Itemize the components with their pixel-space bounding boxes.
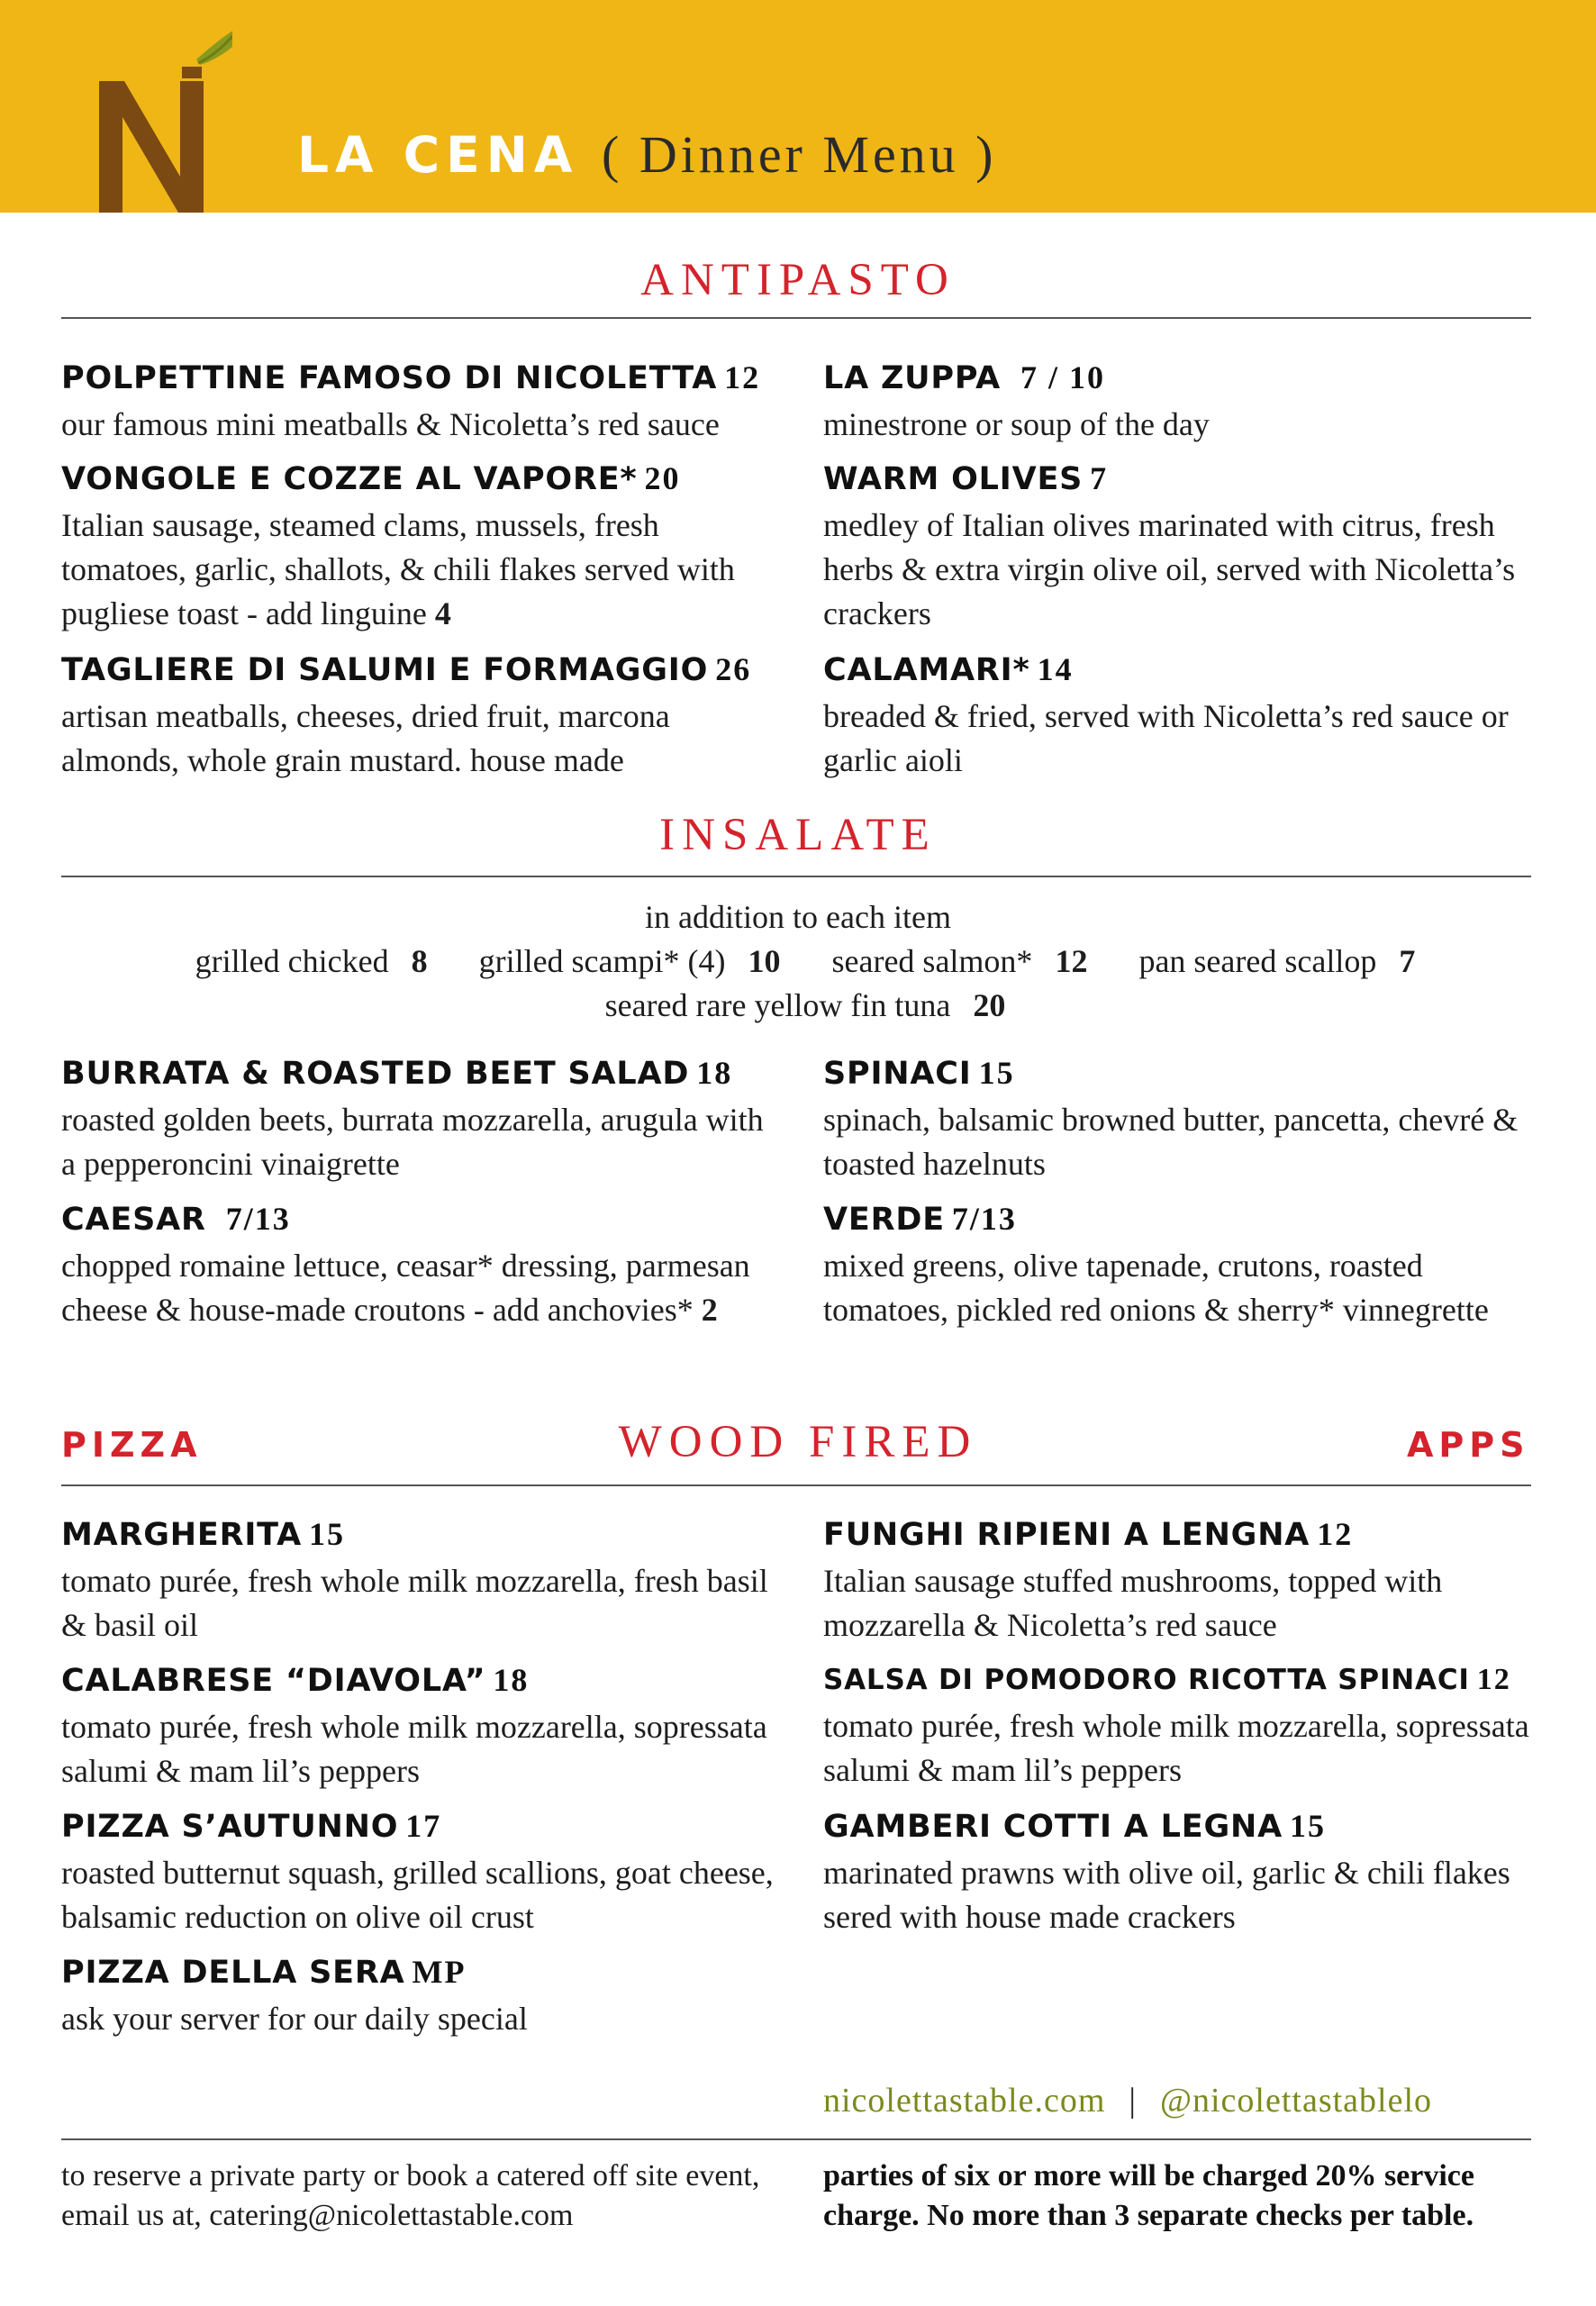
item-price: 7 / 10 [1020, 359, 1105, 395]
item-description: chopped romaine lettuce, ceasar* dressing, parmesan cheese & house-made croutons - add anchovies* 2 [61, 1248, 750, 1328]
item-description: ask your server for our daily special [61, 2001, 528, 2037]
addon-price: 2 [701, 1292, 718, 1328]
insalate-divider [61, 876, 1531, 877]
addon-item: seared salmon* 12 [831, 943, 1088, 979]
item-price: 15 [978, 1055, 1015, 1091]
separator: | [1129, 2082, 1137, 2120]
wood-fired-divider [61, 1484, 1531, 1486]
item-name: POLPETTINE FAMOSO DI NICOLETTA 12 [61, 359, 761, 396]
item-description: breaded & fried, served with Nicoletta’s red sauce or garlic aioli [823, 698, 1509, 778]
addon-item: grilled scampi* (4) 10 [478, 943, 781, 979]
menu-item [61, 1805, 782, 1939]
item-name: CALABRESE “DIAVOLA” 18 [61, 1662, 530, 1699]
apps-label: APPS [1407, 1425, 1530, 1465]
menu-item [823, 357, 1544, 447]
item-description: tomato purée, fresh whole milk mozzarella, fresh basil & basil oil [61, 1563, 768, 1643]
item-name: WARM OLIVES 7 [823, 460, 1109, 497]
addon-list [0, 940, 1596, 984]
menu-item [823, 1513, 1544, 1648]
item-price: 17 [405, 1808, 442, 1844]
catering-note: to reserve a private party or book a catered off site event, email us at, catering@nicolettastable.com [61, 2159, 760, 2232]
menu-item [823, 1052, 1544, 1186]
item-name: PIZZA S’AUTUNNO 17 [61, 1808, 442, 1845]
addon-price: 4 [434, 595, 451, 631]
menu-item [823, 1805, 1544, 1939]
item-price: 18 [493, 1662, 530, 1698]
item-description: tomato purée, fresh whole milk mozzarella, sopressata salumi & mam lil’s peppers [61, 1709, 767, 1789]
wood-fired-heading: WOOD FIRED [618, 1417, 978, 1467]
item-description: artisan meatballs, cheeses, dried fruit, marcona almonds, whole grain mustard. house made [61, 698, 670, 778]
item-description: tomato purée, fresh whole milk mozzarella, sopressata salumi & mam lil’s peppers [823, 1708, 1529, 1788]
item-name: BURRATA & ROASTED BEET SALAD 18 [61, 1055, 733, 1092]
item-name: CALAMARI* 14 [823, 651, 1074, 688]
website-link[interactable]: nicolettastable.com [823, 2082, 1106, 2120]
social-handle-link[interactable]: @nicolettastablelo [1160, 2082, 1433, 2120]
item-price: 7/13 [225, 1201, 291, 1237]
menu-item [61, 458, 782, 636]
social-links [823, 2081, 1432, 2120]
nicoletta-logo-icon [97, 13, 232, 213]
menu-item [61, 357, 782, 447]
menu-item [61, 1951, 782, 2041]
addon-item: grilled chicked 8 [195, 943, 428, 979]
menu-item [823, 1659, 1544, 1793]
item-name: GAMBERI COTTI A LEGNA 15 [823, 1808, 1326, 1845]
item-name: VONGOLE E COZZE AL VAPORE* 20 [61, 460, 681, 497]
antipasto-divider [61, 317, 1531, 319]
item-price: 7/13 [951, 1201, 1017, 1237]
menu-item [61, 1198, 782, 1332]
menu-item [823, 649, 1544, 783]
item-description: medley of Italian olives marinated with citrus, fresh herbs & extra virgin olive oil, served with Nicoletta’s crackers [823, 507, 1516, 631]
header-band [0, 0, 1596, 213]
item-description: spinach, balsamic browned butter, pancetta, chevré & toasted hazelnuts [823, 1102, 1519, 1182]
menu-item [61, 1659, 782, 1793]
item-price: MP [412, 1954, 467, 1990]
footer-divider [61, 2138, 1531, 2140]
antipasto-heading: ANTIPASTO [640, 255, 956, 305]
pizza-label: PIZZA [61, 1425, 203, 1465]
menu-item [61, 649, 782, 783]
item-name: VERDE 7/13 [823, 1201, 1017, 1238]
item-price: 7 [1090, 460, 1109, 496]
addon-intro: in addition to each item [645, 899, 951, 935]
menu-item [823, 1198, 1544, 1332]
addon-item: pan seared scallop 7 [1138, 943, 1416, 979]
item-price: 12 [1476, 1663, 1511, 1696]
menu-title: LA CENA [297, 126, 579, 184]
item-description: roasted golden beets, burrata mozzarella, arugula with a pepperoncini vinaigrette [61, 1102, 764, 1182]
item-name: MARGHERITA 15 [61, 1516, 346, 1553]
item-description: mixed greens, olive tapenade, crutons, roasted tomatoes, pickled red onions & sherry* vinnegrette [823, 1248, 1489, 1328]
item-price: 15 [1289, 1808, 1326, 1844]
menu-item [823, 458, 1544, 636]
service-charge-note: parties of six or more will be charged 20% service charge. No more than 3 separate checks per table. [823, 2159, 1474, 2232]
insalate-heading: INSALATE [659, 810, 937, 860]
item-description: minestrone or soup of the day [823, 406, 1210, 442]
menu-item [61, 1052, 782, 1186]
item-description: roasted butternut squash, grilled scallions, goat cheese, balsamic reduction on olive oil crust [61, 1855, 774, 1935]
item-name: PIZZA DELLA SERA MP [61, 1954, 467, 1991]
item-description: marinated prawns with olive oil, garlic & chili flakes sered with house made crackers [823, 1855, 1510, 1935]
addon-item: seared rare yellow fin tuna 20 [604, 987, 1006, 1023]
item-price: 26 [715, 651, 752, 687]
item-description: Italian sausage, steamed clams, mussels, fresh tomatoes, garlic, shallots, & chili flakes served with pugliese toast - add linguine 4 [61, 507, 735, 631]
menu-item [61, 1513, 782, 1648]
item-price: 20 [644, 460, 681, 496]
item-name: SALSA DI POMODORO RICOTTA SPINACI 12 [823, 1663, 1511, 1696]
item-name: SPINACI 15 [823, 1055, 1015, 1092]
item-description: our famous mini meatballs & Nicoletta’s red sauce [61, 406, 720, 442]
menu-subtitle: ( Dinner Menu ) [602, 125, 997, 184]
item-name: CAESAR 7/13 [61, 1201, 291, 1238]
item-name: TAGLIERE DI SALUMI E FORMAGGIO 26 [61, 651, 752, 688]
item-price: 12 [724, 359, 761, 395]
item-price: 15 [309, 1516, 346, 1552]
item-price: 14 [1037, 651, 1074, 687]
item-price: 12 [1317, 1516, 1354, 1552]
item-description: Italian sausage stuffed mushrooms, topped with mozzarella & Nicoletta’s red sauce [823, 1563, 1443, 1643]
item-name: LA ZUPPA 7 / 10 [823, 359, 1105, 396]
addon-list [0, 984, 1596, 1028]
item-name: FUNGHI RIPIENI A LENGNA 12 [823, 1516, 1354, 1553]
item-price: 18 [696, 1055, 733, 1091]
